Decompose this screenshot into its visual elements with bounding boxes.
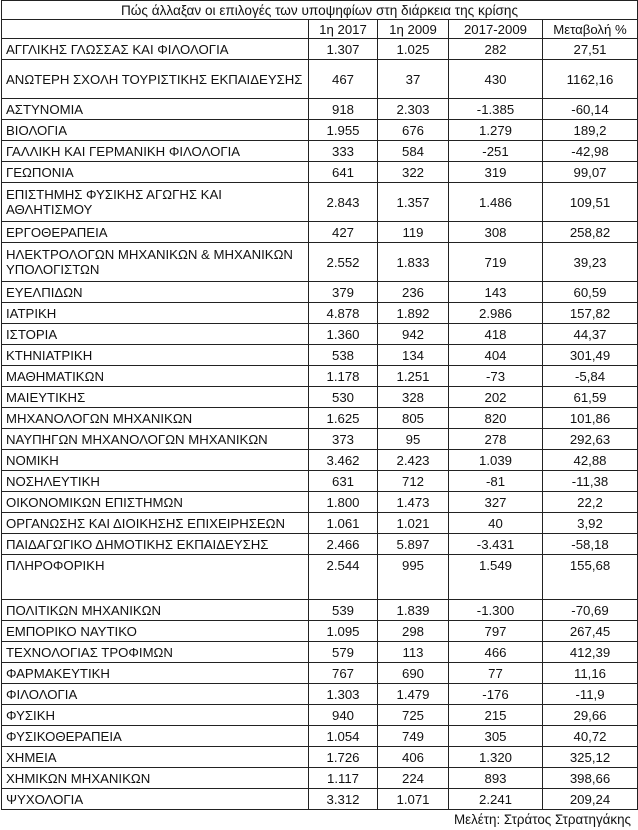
- row-name: ΑΝΩΤΕΡΗ ΣΧΟΛΗ ΤΟΥΡΙΣΤΙΚΗΣ ΕΚΠΑΙΔΕΥΣΗΣ: [2, 60, 309, 99]
- value-diff: 1.039: [449, 450, 543, 471]
- value-diff: 305: [449, 726, 543, 747]
- table-row: [2, 621, 638, 642]
- row-name: ΦΥΣΙΚΗ: [2, 705, 309, 726]
- value-diff: -1.300: [449, 600, 543, 621]
- table-title: Πώς άλλαξαν οι επιλογές των υποψηφίων στη διάρκεια της κρίσης: [2, 1, 638, 20]
- value-2009: 749: [378, 726, 449, 747]
- row-name: ΒΙΟΛΟΓΙΑ: [2, 120, 309, 141]
- value-2017: 538: [309, 345, 378, 366]
- table-row: [2, 450, 638, 471]
- row-name: ΝΑΥΠΗΓΩΝ ΜΗΧΑΝΟΛΟΓΩΝ ΜΗΧΑΝΙΚΩΝ: [2, 429, 309, 450]
- value-2009: 676: [378, 120, 449, 141]
- value-2017: 767: [309, 663, 378, 684]
- value-2017: 2.552: [309, 243, 378, 282]
- value-diff: 278: [449, 429, 543, 450]
- value-pct: 99,07: [543, 162, 638, 183]
- value-pct: 267,45: [543, 621, 638, 642]
- table-row: [2, 183, 638, 222]
- header-2009: 1η 2009: [378, 20, 449, 39]
- value-2009: 1.251: [378, 366, 449, 387]
- value-2009: 322: [378, 162, 449, 183]
- data-sheet: [1, 0, 637, 830]
- table-row: [2, 513, 638, 534]
- value-diff: -251: [449, 141, 543, 162]
- value-2017: 530: [309, 387, 378, 408]
- value-diff: 2.241: [449, 789, 543, 810]
- table-row: [2, 162, 638, 183]
- value-pct: 189,2: [543, 120, 638, 141]
- value-diff: 308: [449, 222, 543, 243]
- value-2009: 942: [378, 324, 449, 345]
- value-2017: 379: [309, 282, 378, 303]
- table-row: [2, 282, 638, 303]
- value-pct: 301,49: [543, 345, 638, 366]
- value-pct: -70,69: [543, 600, 638, 621]
- value-2017: 427: [309, 222, 378, 243]
- value-2017: 333: [309, 141, 378, 162]
- table-row: [2, 534, 638, 555]
- table-row: [2, 600, 638, 621]
- value-diff: 1.320: [449, 747, 543, 768]
- value-2009: 805: [378, 408, 449, 429]
- row-name: ΓΕΩΠΟΝΙΑ: [2, 162, 309, 183]
- value-pct: 258,82: [543, 222, 638, 243]
- table-row: [2, 726, 638, 747]
- value-pct: 209,24: [543, 789, 638, 810]
- value-pct: 29,66: [543, 705, 638, 726]
- row-name: ΧΗΜΕΙΑ: [2, 747, 309, 768]
- row-name: ΕΥΕΛΠΙΔΩΝ: [2, 282, 309, 303]
- value-2009: 725: [378, 705, 449, 726]
- value-pct: -11,9: [543, 684, 638, 705]
- value-pct: -5,84: [543, 366, 638, 387]
- value-pct: -11,38: [543, 471, 638, 492]
- row-name: ΜΑΙΕΥΤΙΚΗΣ: [2, 387, 309, 408]
- value-pct: 292,63: [543, 429, 638, 450]
- value-pct: 11,16: [543, 663, 638, 684]
- value-2009: 1.071: [378, 789, 449, 810]
- value-2009: 1.833: [378, 243, 449, 282]
- value-2009: 95: [378, 429, 449, 450]
- value-2017: 579: [309, 642, 378, 663]
- value-2009: 712: [378, 471, 449, 492]
- row-name: ΜΗΧΑΝΟΛΟΓΩΝ ΜΗΧΑΝΙΚΩΝ: [2, 408, 309, 429]
- value-2009: 1.479: [378, 684, 449, 705]
- value-pct: 40,72: [543, 726, 638, 747]
- value-2009: 1.021: [378, 513, 449, 534]
- table-row: [2, 243, 638, 282]
- table-row: [2, 768, 638, 789]
- value-2017: 631: [309, 471, 378, 492]
- value-pct: 60,59: [543, 282, 638, 303]
- row-name: ΙΣΤΟΡΙΑ: [2, 324, 309, 345]
- value-2009: 134: [378, 345, 449, 366]
- value-2017: 373: [309, 429, 378, 450]
- value-pct: -60,14: [543, 99, 638, 120]
- value-2017: 1.307: [309, 39, 378, 60]
- row-name: ΕΜΠΟΡΙΚΟ ΝΑΥΤΙΚΟ: [2, 621, 309, 642]
- table-row: [2, 705, 638, 726]
- value-2017: 1.360: [309, 324, 378, 345]
- row-name: ΝΟΣΗΛΕΥΤΙΚΗ: [2, 471, 309, 492]
- value-2009: 236: [378, 282, 449, 303]
- table-row: [2, 387, 638, 408]
- table-row: [2, 303, 638, 324]
- value-pct: 3,92: [543, 513, 638, 534]
- value-2009: 1.025: [378, 39, 449, 60]
- row-name: ΦΙΛΟΛΟΓΙΑ: [2, 684, 309, 705]
- value-diff: 77: [449, 663, 543, 684]
- value-2017: 1.726: [309, 747, 378, 768]
- value-diff: 319: [449, 162, 543, 183]
- row-name: ΦΑΡΜΑΚΕΥΤΙΚΗ: [2, 663, 309, 684]
- table-row: [2, 642, 638, 663]
- row-name: ΕΠΙΣΤΗΜΗΣ ΦΥΣΙΚΗΣ ΑΓΩΓΗΣ ΚΑΙ ΑΘΛΗΤΙΣΜΟΥ: [2, 183, 309, 222]
- value-2017: 467: [309, 60, 378, 99]
- value-2017: 641: [309, 162, 378, 183]
- value-pct: 157,82: [543, 303, 638, 324]
- value-diff: 1.279: [449, 120, 543, 141]
- header-name: [2, 20, 309, 39]
- value-2009: 37: [378, 60, 449, 99]
- value-diff: 466: [449, 642, 543, 663]
- value-2009: 224: [378, 768, 449, 789]
- value-diff: 1.549: [449, 555, 543, 600]
- value-pct: 27,51: [543, 39, 638, 60]
- value-2017: 1.800: [309, 492, 378, 513]
- value-2017: 918: [309, 99, 378, 120]
- value-2017: 1.178: [309, 366, 378, 387]
- row-name: ΦΥΣΙΚΟΘΕΡΑΠΕΙΑ: [2, 726, 309, 747]
- value-2017: 1.095: [309, 621, 378, 642]
- value-diff: 2.986: [449, 303, 543, 324]
- row-name: ΤΕΧΝΟΛΟΓΙΑΣ ΤΡΟΦΙΜΩΝ: [2, 642, 309, 663]
- table-row: [2, 663, 638, 684]
- value-pct: 101,86: [543, 408, 638, 429]
- value-2017: 1.117: [309, 768, 378, 789]
- value-pct: 39,23: [543, 243, 638, 282]
- value-diff: 327: [449, 492, 543, 513]
- value-2017: 2.843: [309, 183, 378, 222]
- value-pct: 1162,16: [543, 60, 638, 99]
- row-name: ΟΙΚΟΝΟΜΙΚΩΝ ΕΠΙΣΤΗΜΩΝ: [2, 492, 309, 513]
- header-diff: 2017-2009: [449, 20, 543, 39]
- value-pct: 325,12: [543, 747, 638, 768]
- value-2017: 1.625: [309, 408, 378, 429]
- table-row: [2, 39, 638, 60]
- value-pct: 155,68: [543, 555, 638, 600]
- value-pct: 22,2: [543, 492, 638, 513]
- value-2009: 690: [378, 663, 449, 684]
- value-pct: 109,51: [543, 183, 638, 222]
- value-2009: 406: [378, 747, 449, 768]
- row-name: ΕΡΓΟΘΕΡΑΠΕΙΑ: [2, 222, 309, 243]
- table-row: [2, 555, 638, 600]
- value-diff: -73: [449, 366, 543, 387]
- table-row: [2, 345, 638, 366]
- value-2017: 1.303: [309, 684, 378, 705]
- row-name: ΟΡΓΑΝΩΣΗΣ ΚΑΙ ΔΙΟΙΚΗΣΗΣ ΕΠΙΧΕΙΡΗΣΕΩΝ: [2, 513, 309, 534]
- table-row: [2, 222, 638, 243]
- table-row: [2, 747, 638, 768]
- value-diff: 404: [449, 345, 543, 366]
- value-diff: 797: [449, 621, 543, 642]
- table-row: [2, 789, 638, 810]
- value-2009: 584: [378, 141, 449, 162]
- value-diff: 202: [449, 387, 543, 408]
- value-2017: 539: [309, 600, 378, 621]
- author-credit: Μελέτη: Στράτος Στρατηγάκης: [453, 812, 631, 827]
- row-name: ΗΛΕΚΤΡΟΛΟΓΩΝ ΜΗΧΑΝΙΚΩΝ & ΜΗΧΑΝΙΚΩΝ ΥΠΟΛΟΓΙΣΤΩΝ: [2, 243, 309, 282]
- row-name: ΨΥΧΟΛΟΓΙΑ: [2, 789, 309, 810]
- value-2009: 5.897: [378, 534, 449, 555]
- value-diff: -176: [449, 684, 543, 705]
- table-row: [2, 429, 638, 450]
- value-2017: 3.312: [309, 789, 378, 810]
- table-row: [2, 684, 638, 705]
- value-2009: 1.839: [378, 600, 449, 621]
- value-diff: -81: [449, 471, 543, 492]
- value-2017: 1.955: [309, 120, 378, 141]
- value-diff: 430: [449, 60, 543, 99]
- header-2017: 1η 2017: [309, 20, 378, 39]
- table-row: [2, 60, 638, 99]
- value-diff: 40: [449, 513, 543, 534]
- value-pct: -58,18: [543, 534, 638, 555]
- value-diff: 418: [449, 324, 543, 345]
- value-2009: 1.473: [378, 492, 449, 513]
- table-row: [2, 492, 638, 513]
- table-row: [2, 366, 638, 387]
- row-name: ΓΑΛΛΙΚΗ ΚΑΙ ΓΕΡΜΑΝΙΚΗ ΦΙΛΟΛΟΓΙΑ: [2, 141, 309, 162]
- value-2017: 1.061: [309, 513, 378, 534]
- value-diff: 282: [449, 39, 543, 60]
- value-2009: 1.357: [378, 183, 449, 222]
- value-pct: 42,88: [543, 450, 638, 471]
- row-name: ΝΟΜΙΚΗ: [2, 450, 309, 471]
- value-2009: 995: [378, 555, 449, 600]
- value-pct: 44,37: [543, 324, 638, 345]
- value-2017: 2.544: [309, 555, 378, 600]
- value-2009: 2.303: [378, 99, 449, 120]
- value-diff: 719: [449, 243, 543, 282]
- value-diff: -1.385: [449, 99, 543, 120]
- header-row: [2, 20, 638, 39]
- value-diff: 143: [449, 282, 543, 303]
- row-name: ΙΑΤΡΙΚΗ: [2, 303, 309, 324]
- value-pct: -42,98: [543, 141, 638, 162]
- value-2009: 113: [378, 642, 449, 663]
- value-2009: 1.892: [378, 303, 449, 324]
- table-row: [2, 99, 638, 120]
- table-row: [2, 408, 638, 429]
- table-row: [2, 324, 638, 345]
- value-diff: -3.431: [449, 534, 543, 555]
- row-name: ΧΗΜΙΚΩΝ ΜΗΧΑΝΙΚΩΝ: [2, 768, 309, 789]
- value-2017: 2.466: [309, 534, 378, 555]
- table-row: [2, 141, 638, 162]
- value-2017: 940: [309, 705, 378, 726]
- table-row: [2, 471, 638, 492]
- value-2009: 119: [378, 222, 449, 243]
- value-2017: 3.462: [309, 450, 378, 471]
- row-name: ΚΤΗΝΙΑΤΡΙΚΗ: [2, 345, 309, 366]
- row-name: ΜΑΘΗΜΑΤΙΚΩΝ: [2, 366, 309, 387]
- value-2009: 2.423: [378, 450, 449, 471]
- row-name: ΠΟΛΙΤΙΚΩΝ ΜΗΧΑΝΙΚΩΝ: [2, 600, 309, 621]
- value-diff: 820: [449, 408, 543, 429]
- value-pct: 412,39: [543, 642, 638, 663]
- value-2017: 4.878: [309, 303, 378, 324]
- row-name: ΠΛΗΡΟΦΟΡΙΚΗ: [2, 555, 309, 600]
- value-2017: 1.054: [309, 726, 378, 747]
- value-diff: 215: [449, 705, 543, 726]
- row-name: ΠΑΙΔΑΓΩΓΙΚΟ ΔΗΜΟΤΙΚΗΣ ΕΚΠΑΙΔΕΥΣΗΣ: [2, 534, 309, 555]
- value-pct: 398,66: [543, 768, 638, 789]
- table-row: [2, 120, 638, 141]
- value-diff: 1.486: [449, 183, 543, 222]
- value-pct: 61,59: [543, 387, 638, 408]
- title-row: [2, 1, 638, 20]
- header-pct: Μεταβολή %: [543, 20, 638, 39]
- row-name: ΑΓΓΛΙΚΗΣ ΓΛΩΣΣΑΣ ΚΑΙ ΦΙΛΟΛΟΓΙΑ: [2, 39, 309, 60]
- candidate-choices-table: [1, 0, 638, 810]
- value-diff: 893: [449, 768, 543, 789]
- value-2009: 328: [378, 387, 449, 408]
- row-name: ΑΣΤΥΝΟΜΙΑ: [2, 99, 309, 120]
- value-2009: 298: [378, 621, 449, 642]
